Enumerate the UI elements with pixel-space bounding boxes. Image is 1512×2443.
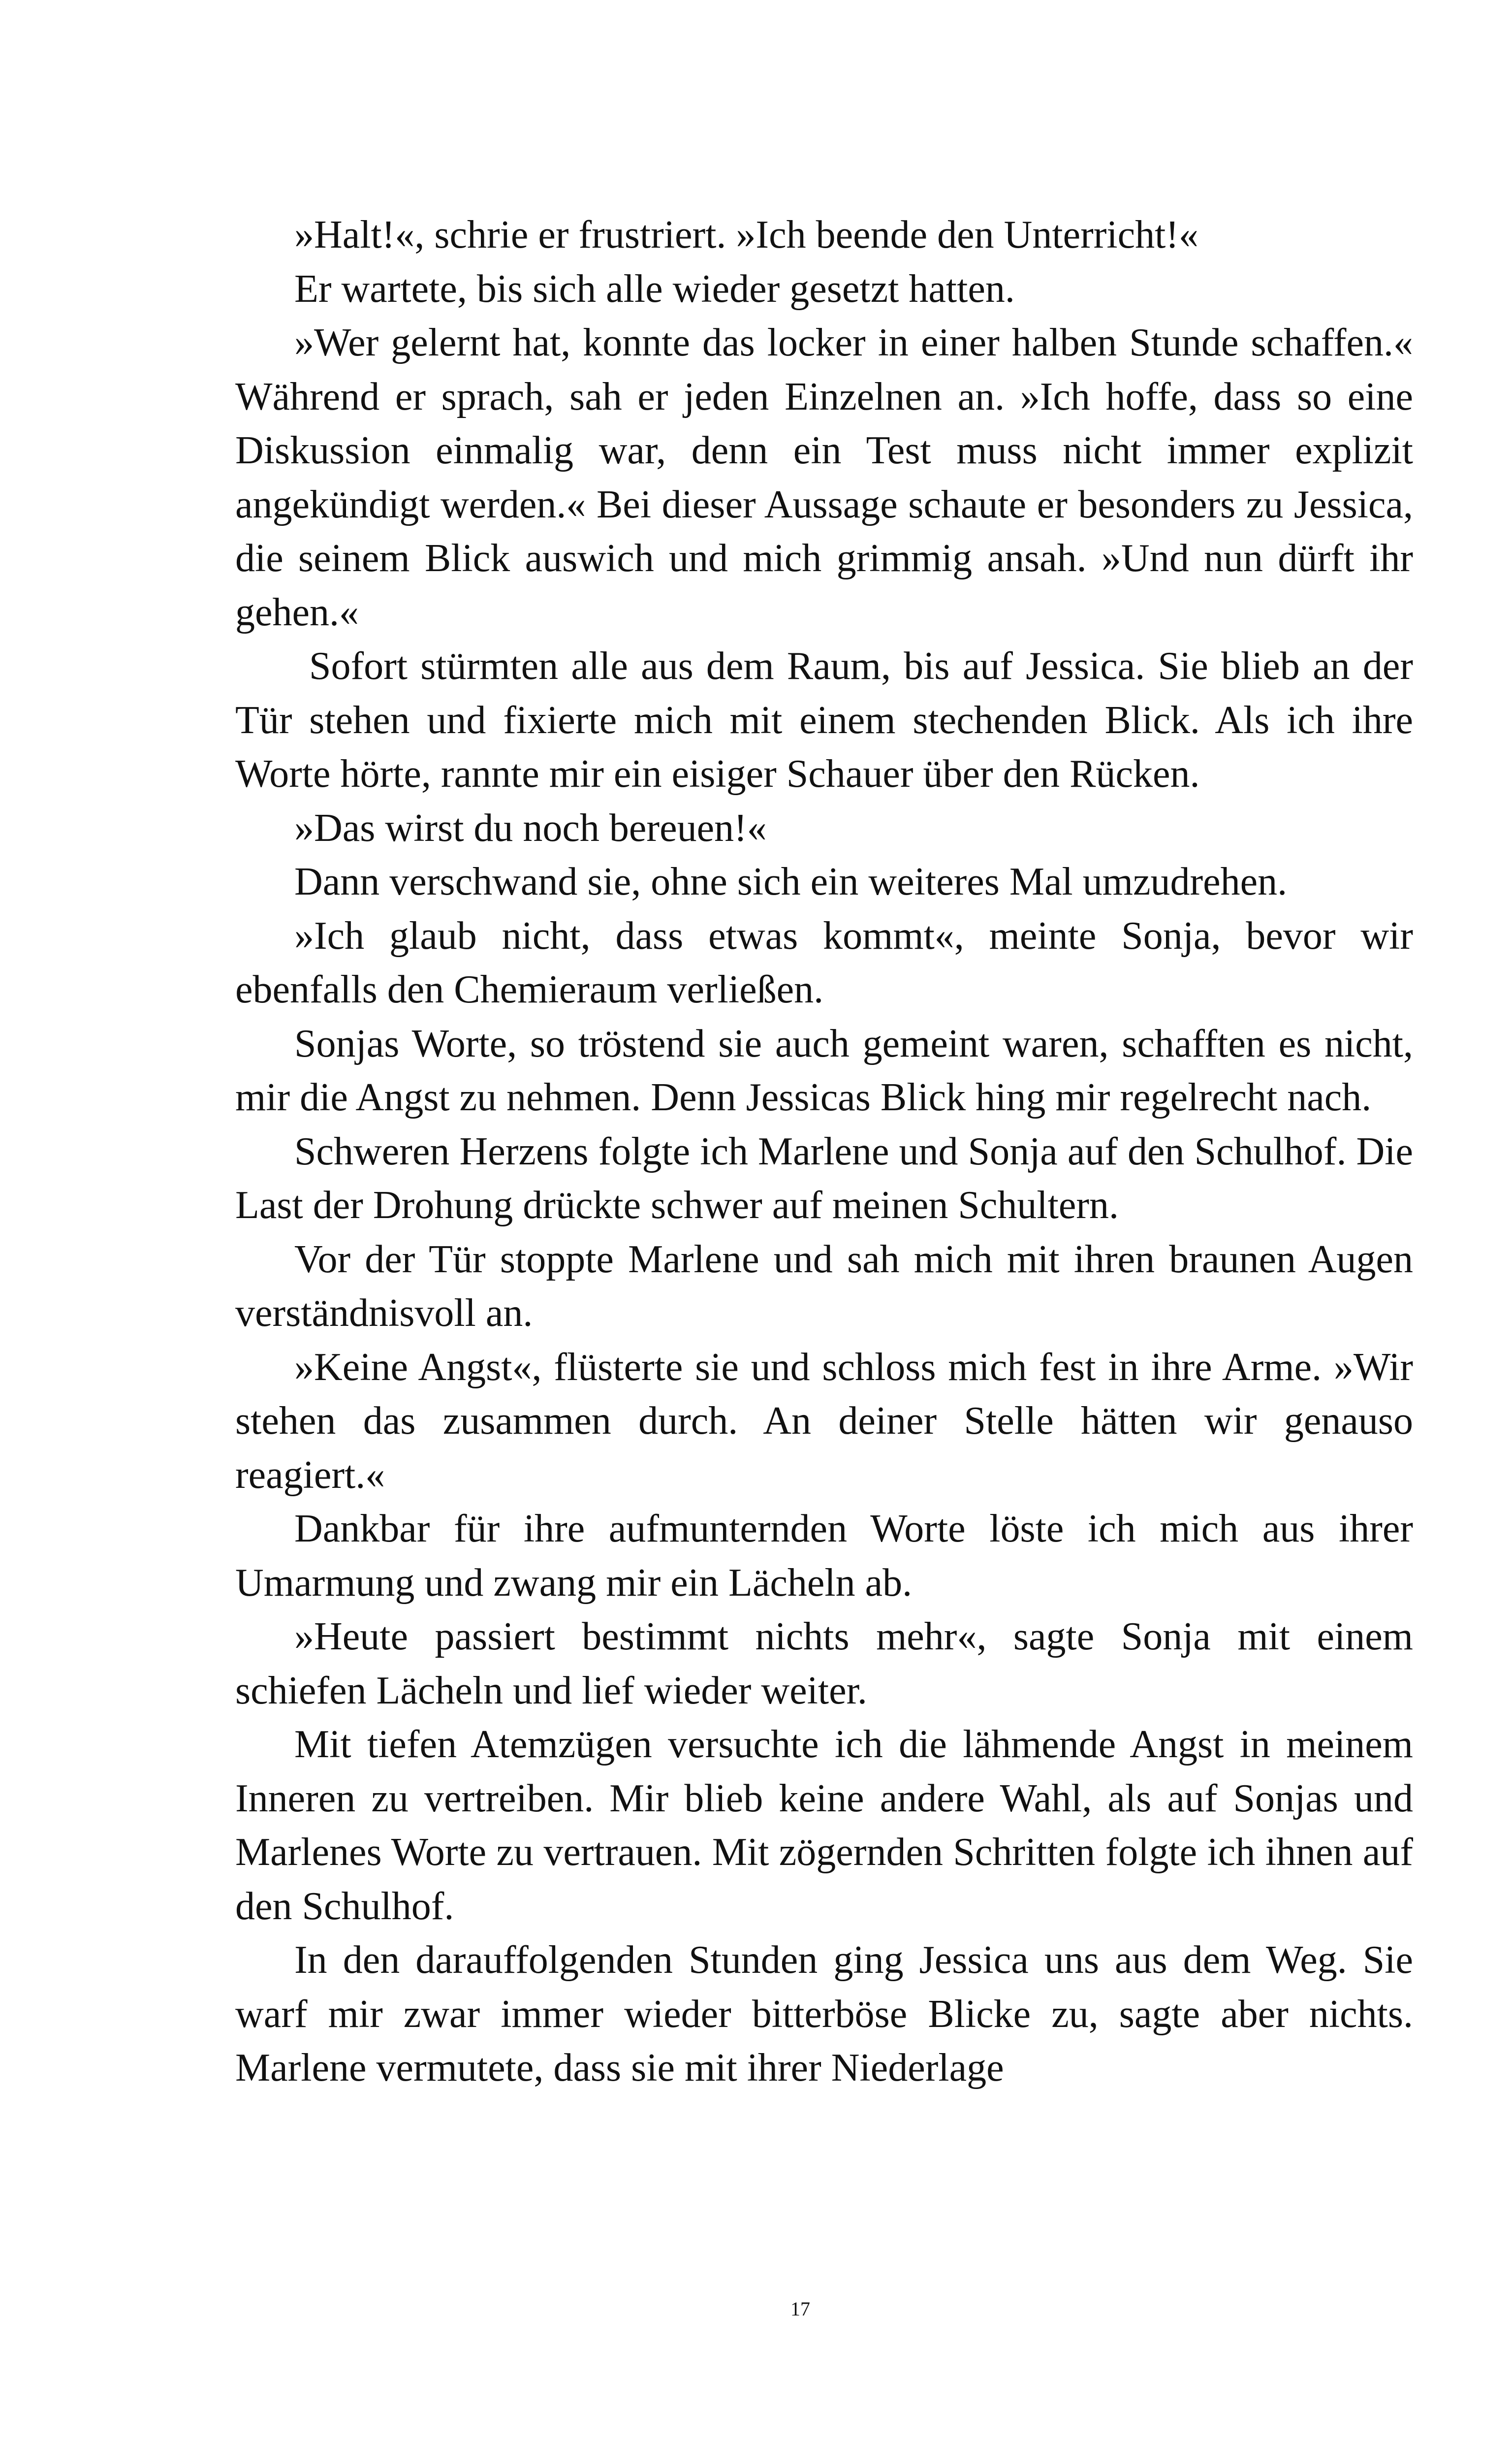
paragraph-5: »Das wirst du noch bereuen!« bbox=[294, 806, 767, 850]
paragraph-13: »Heute passiert bestimmt nichts mehr«, sagte Sonja mit einem schiefen Lächeln und lief wieder weiter. bbox=[235, 1615, 1413, 1712]
body-text bbox=[235, 208, 1413, 2095]
paragraph-4: Sofort stürmten alle aus dem Raum, bis auf Jessica. Sie blieb an der Tür stehen und fixierte mich mit einem stechenden Blick. Als ich ihre Worte hörte, rannte mir ein eisiger Schauer über den Rücken. bbox=[235, 644, 1413, 796]
paragraph-9: Schweren Herzens folgte ich Marlene und Sonja auf den Schulhof. Die Last der Drohung drückte schwer auf meinen Schultern. bbox=[235, 1129, 1413, 1227]
paragraph-1: »Halt!«, schrie er frustriert. »Ich beende den Unterricht!« bbox=[294, 213, 1198, 257]
paragraph-12: Dankbar für ihre aufmunternden Worte löste ich mich aus ihrer Umarmung und zwang mir ein Lächeln ab. bbox=[235, 1507, 1413, 1605]
paragraph-15: In den darauffolgenden Stunden ging Jessica uns aus dem Weg. Sie warf mir zwar immer wieder bitterböse Blicke zu, sagte aber nichts. Marlene vermutete, dass sie mit ihrer Niederlage bbox=[235, 1938, 1413, 2089]
paragraph-10: Vor der Tür stoppte Marlene und sah mich mit ihren braunen Augen verständnisvoll an. bbox=[235, 1237, 1413, 1335]
paragraph-3: »Wer gelernt hat, konnte das locker in einer halben Stunde schaffen.« Während er sprach, sah er jeden Einzelnen an. »Ich hoffe, dass so eine Diskussion einmalig war, denn ein Test muss nicht immer explizit angekündigt werden.« Bei dieser Aussage schaute er besonders zu Jessica, die seinem Blick auswich und mich grimmig ansah. »Und nun dürft ihr gehen.« bbox=[235, 321, 1413, 634]
paragraph-2: Er wartete, bis sich alle wieder gesetzt hatten. bbox=[294, 267, 1015, 311]
paragraph-7: »Ich glaub nicht, dass etwas kommt«, meinte Sonja, bevor wir ebenfalls den Chemieraum verließen. bbox=[235, 914, 1413, 1011]
paragraph-6: Dann verschwand sie, ohne sich ein weiteres Mal umzudrehen. bbox=[294, 860, 1288, 903]
paragraph-11: »Keine Angst«, flüsterte sie und schloss mich fest in ihre Arme. »Wir stehen das zusammen durch. An deiner Stelle hätten wir genauso reagiert.« bbox=[235, 1345, 1413, 1497]
paragraph-8: Sonjas Worte, so tröstend sie auch gemeint waren, schafften es nicht, mir die Angst zu nehmen. Denn Jessicas Blick hing mir regelrecht nach. bbox=[235, 1022, 1413, 1119]
page-number: 17 bbox=[790, 2298, 810, 2320]
paragraph-14: Mit tiefen Atemzügen versuchte ich die lähmende Angst in meinem Inneren zu vertreiben. Mir blieb keine andere Wahl, als auf Sonjas und Marlenes Worte zu vertrauen. Mit zögernden Schritten folgte ich ihnen auf den Schulhof. bbox=[235, 1723, 1413, 1928]
